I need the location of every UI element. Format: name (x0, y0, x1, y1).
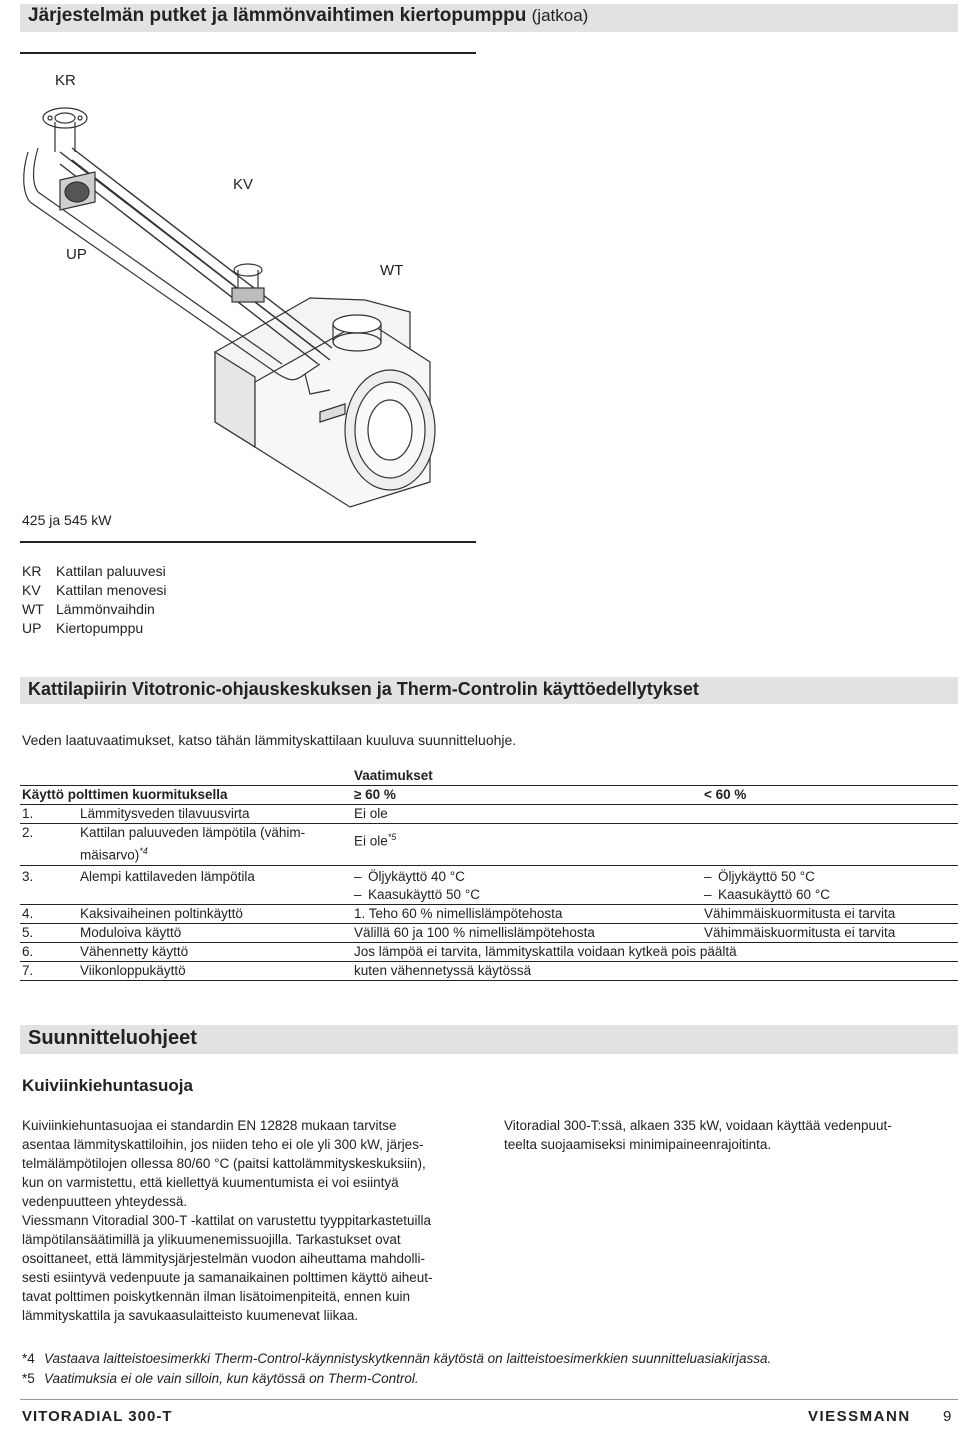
brand-logo: VIESSMANN (808, 1408, 911, 1425)
table-header-row (20, 767, 958, 786)
page-number: 9 (943, 1408, 952, 1425)
table-row: 4. Kaksivaiheinen poltinkäyttö 1. Teho 60 % nimellislämpötehosta Vähimmäiskuormitusta ei tarvita (20, 904, 958, 923)
footer-rule (20, 1399, 958, 1400)
label-kr: KR (55, 72, 76, 89)
document-code (0, 1305, 14, 1395)
label-kv: KV (233, 176, 254, 193)
legend-item: UP Kiertopumppu (22, 620, 144, 636)
legend-item: KV Kattilan menovesi (22, 582, 167, 598)
left-paragraph: Kuiviinkiehuntasuojaa ei standardin EN 12828 mukaan tarvitse asentaa lämmityskattiloihin, jos niiden teho ei ole yli 300 kW, järjes- telmälämpötilojen ollessa 80/60 °C (paitsi kattolämmityskeskuksiin), kun on varmistettu, että kiellettyä kuumentumista ei voi esiintyä vedenpuutteen yhteydessä. Viessmann Vitoradial 300-T -kattilat on varustettu tyyppitarkastetuilla lämpötilansäätimillä ja ylikuumenemissuojilla. Tarkastukset ovat osoittaneet, että lämmitysjärjestelmän vuodon aiheuttama mahdolli- sesti esiintyvä vedenpuute ja samanaikainen polttimen käyttö aiheut- tavat polttimen poiskytkennän ilman lisätoimenpiteitä, ennen kuin lämmityskattila ja savukaasulaitteisto kuumenevat liikaa. (22, 1118, 433, 1323)
page-subtitle: (jatkoa) (531, 6, 589, 25)
header-requirements: Vaatimukset (352, 767, 958, 786)
legend-item: WT Lämmönvaihdin (22, 601, 155, 617)
intro-text: Veden laatuvaatimukset, katso tähän lämmityskattilaan kuuluva suunnitteluohje. (22, 732, 517, 748)
label-wt: WT (380, 262, 404, 279)
section-title-planning: Suunnitteluohjeet (28, 1027, 197, 1049)
table-row: 5. Moduloiva käyttö Välillä 60 ja 100 % nimellislämpötehosta Vähimmäiskuormitusta ei tarvita (20, 923, 958, 942)
table-row: 6. Vähennetty käyttö Jos lämpöä ei tarvita, lämmityskattila voidaan kytkeä pois päältä (20, 942, 958, 961)
table-row: 2. Kattilan paluuveden lämpötila (vähim- mäisarvo)$^{*4}$ Ei ole$^{*5}$ (20, 824, 958, 866)
system-piping-drawing (20, 52, 476, 542)
subsection-title: Kuiviinkiehuntasuoja (22, 1076, 193, 1095)
label-up: UP (66, 246, 87, 263)
legend (22, 562, 167, 638)
table-row: 1. Lämmitysveden tilavuusvirta Ei ole (20, 805, 958, 824)
requirements-table (20, 767, 958, 981)
footnote: *4 Vastaava laitteistoesimerkki Therm-Control-käynnistyskytkennän käytöstä on laitteistoesimerkkien suunnitteluasiakirjassa. (22, 1351, 772, 1366)
table-row: Käyttö polttimen kuormituksella ≥ 60 % < 60 % (20, 786, 958, 805)
product-name: VITORADIAL 300-T (22, 1408, 173, 1425)
section-title-requirements: Kattilapiirin Vitotronic-ohjauskeskuksen ja Therm-Controlin käyttöedellytykset (28, 679, 699, 699)
figure-bottom-rule (20, 541, 476, 543)
figure-caption: 425 ja 545 kW (22, 512, 112, 528)
table-row: 7. Viikonloppukäyttö kuten vähennetyssä käytössä (20, 961, 958, 980)
legend-item: KR Kattilan paluuvesi (22, 563, 166, 579)
table-row: 3. Alempi kattilaveden lämpötila – Öljykäyttö 40 °C – Kaasukäyttö 50 °C – Öljykäyttö 50 °C – Kaasukäyttö 60 °C (20, 865, 958, 904)
page-title: Järjestelmän putket ja lämmönvaihtimen kiertopumppu (jatkoa) (28, 5, 589, 26)
right-paragraph: Vitoradial 300-T:ssä, alkaen 335 kW, voidaan käyttää vedenpuut- teelta suojaamiseksi minimipaineenrajoitinta. (504, 1118, 892, 1152)
footnote: *5 Vaatimuksia ei ole vain silloin, kun käytössä on Therm-Control. (22, 1371, 419, 1386)
